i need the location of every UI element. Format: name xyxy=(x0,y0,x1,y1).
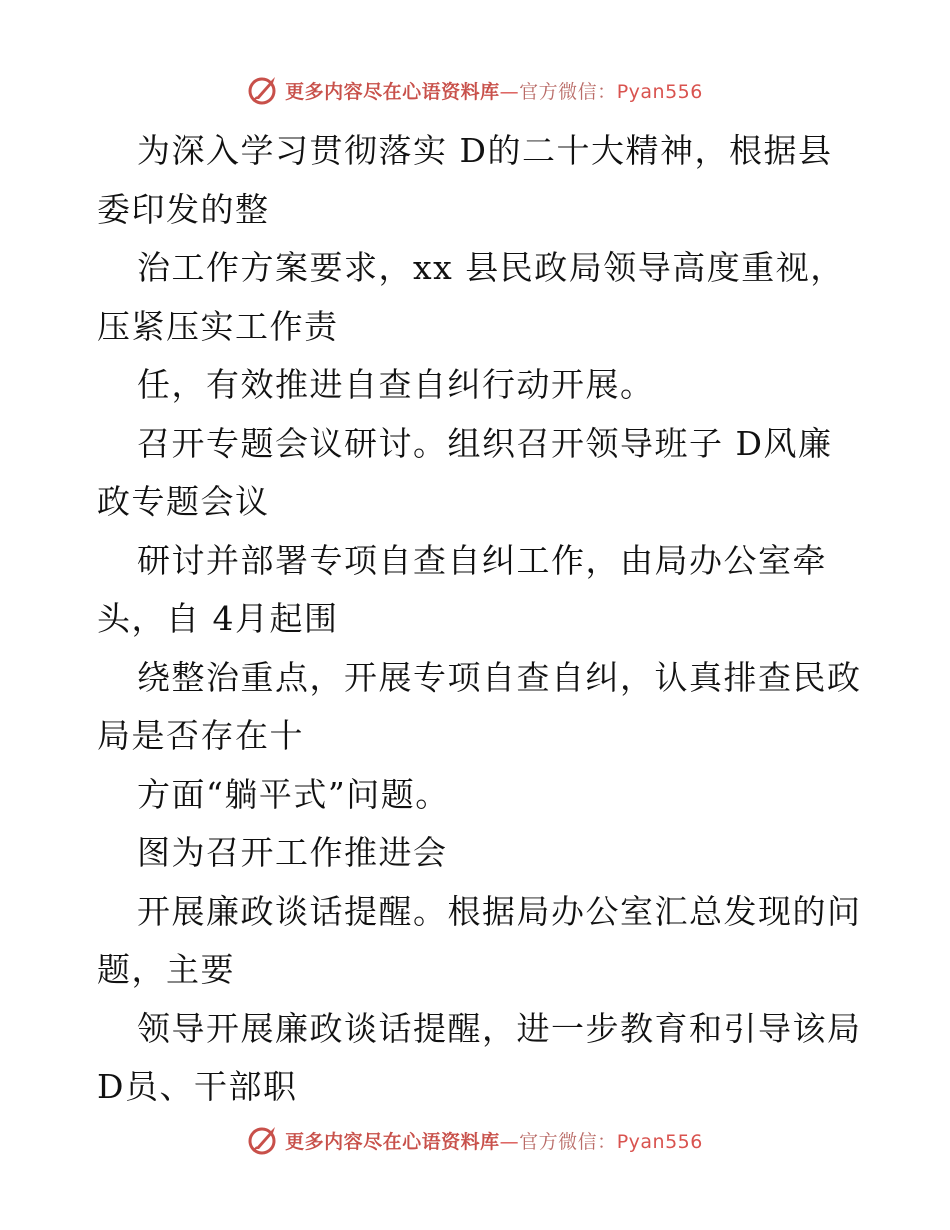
page-footer xyxy=(0,1120,950,1160)
body-line: 方面“躺平式”问题。 xyxy=(137,774,450,814)
header-banner-wechat-label: 官方微信： xyxy=(519,80,617,103)
body-line: 头，自 4月起围 xyxy=(97,599,339,638)
page-header xyxy=(0,70,950,110)
footer-banner-site: 更多内容尽在心语资料库 xyxy=(285,1130,500,1153)
footer-banner-wechat-id: Pyan556 xyxy=(616,1130,703,1153)
body-line: 绕整治重点，开展专项自查自纠，认真排查民政 xyxy=(137,657,862,697)
body-line: 委印发的整 xyxy=(97,189,270,229)
header-banner-site: 更多内容尽在心语资料库 xyxy=(285,80,500,103)
body-line: 召开专题会议研讨。组织召开领导班子 D风廉 xyxy=(137,423,833,463)
header-banner-text xyxy=(285,77,703,104)
footer-banner xyxy=(247,1123,703,1157)
header-banner-separator: — xyxy=(499,80,520,103)
body-line: 图为召开工作推进会 xyxy=(137,833,448,872)
header-banner xyxy=(247,73,703,107)
body-line: 局是否存在十 xyxy=(97,716,304,755)
body-line: 领导开展廉政谈话提醒，进一步教育和引导该局 xyxy=(137,1008,862,1048)
footer-banner-wechat-label: 官方微信： xyxy=(519,1130,617,1153)
quill-pen-icon xyxy=(247,73,281,107)
footer-banner-text xyxy=(285,1127,703,1154)
body-line: 任，有效推进自查自纠行动开展。 xyxy=(137,365,655,404)
body-line: 题，主要 xyxy=(97,950,235,989)
body-line: 压紧压实工作责 xyxy=(97,306,339,346)
header-banner-wechat-id: Pyan556 xyxy=(616,80,703,103)
footer-banner-separator: — xyxy=(499,1130,520,1153)
body-line: 政专题会议 xyxy=(97,482,270,521)
body-line: 研讨并部署专项自查自纠工作，由局办公室牵 xyxy=(137,540,827,580)
document-body xyxy=(97,122,862,1117)
body-line: 为深入学习贯彻落实 D的二十大精神，根据县 xyxy=(137,131,833,170)
quill-pen-icon xyxy=(247,1123,281,1157)
body-line: 开展廉政谈话提醒。根据局办公室汇总发现的问 xyxy=(137,891,862,931)
body-line: 治工作方案要求，xx 县民政局领导高度重视， xyxy=(137,248,845,287)
body-line: D员、干部职 xyxy=(97,1067,298,1106)
